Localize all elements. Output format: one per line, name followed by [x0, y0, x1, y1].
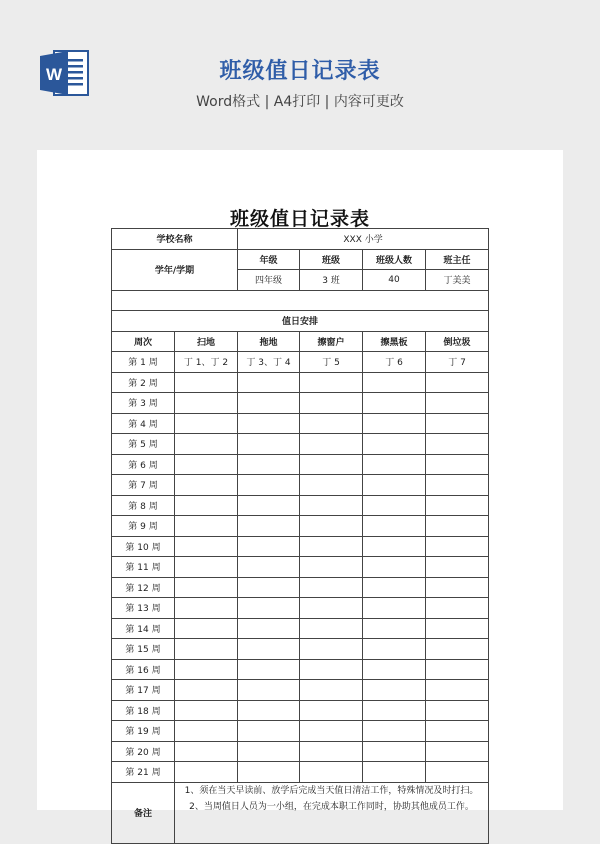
table-row — [112, 577, 489, 598]
duty-cell — [175, 598, 238, 619]
duty-cell — [175, 516, 238, 537]
column-header-trash: 倒垃圾 — [426, 331, 489, 352]
duty-cell — [238, 557, 300, 578]
duty-cell — [238, 372, 300, 393]
duty-cell — [175, 393, 238, 414]
week-cell: 第 8 周 — [112, 495, 175, 516]
duty-cell — [426, 598, 489, 619]
duty-cell — [426, 434, 489, 455]
duty-cell — [363, 516, 426, 537]
duty-cell — [426, 536, 489, 557]
duty-cell — [175, 372, 238, 393]
duty-cell — [238, 639, 300, 660]
notes-row — [112, 782, 489, 843]
page-title: 班级值日记录表 — [219, 59, 381, 84]
duty-cell — [238, 598, 300, 619]
document-title: 班级值日记录表 — [229, 208, 370, 230]
duty-cell — [363, 639, 426, 660]
head-teacher-value: 丁美美 — [426, 270, 489, 291]
duty-cell — [363, 700, 426, 721]
table-row — [112, 413, 489, 434]
class-size-label: 班级人数 — [363, 249, 426, 270]
duty-cell — [300, 536, 363, 557]
duty-cell — [426, 577, 489, 598]
schedule-title: 值日安排 — [112, 311, 489, 332]
duty-cell — [426, 393, 489, 414]
duty-table — [111, 228, 489, 844]
duty-cell — [426, 762, 489, 783]
week-cell: 第 11 周 — [112, 557, 175, 578]
duty-cell — [363, 741, 426, 762]
duty-cell — [175, 413, 238, 434]
duty-cell — [175, 454, 238, 475]
duty-cell — [300, 659, 363, 680]
note-line: 2、当周值日人员为一小组，在完成本职工作同时，协助其他成员工作。 — [189, 801, 474, 812]
duty-cell — [300, 372, 363, 393]
class-label: 班级 — [300, 249, 363, 270]
duty-cell — [175, 741, 238, 762]
duty-cell — [175, 475, 238, 496]
week-cell: 第 21 周 — [112, 762, 175, 783]
table-row — [112, 393, 489, 414]
week-cell: 第 18 周 — [112, 700, 175, 721]
duty-cell — [300, 454, 363, 475]
duty-cell — [363, 536, 426, 557]
week-cell: 第 9 周 — [112, 516, 175, 537]
duty-cell — [175, 721, 238, 742]
table-row — [112, 372, 489, 393]
table-row — [112, 639, 489, 660]
duty-cell — [175, 577, 238, 598]
duty-cell — [363, 393, 426, 414]
duty-cell — [426, 741, 489, 762]
notes-text — [175, 782, 489, 843]
duty-cell — [363, 434, 426, 455]
week-cell: 第 19 周 — [112, 721, 175, 742]
duty-cell — [363, 659, 426, 680]
duty-cell — [426, 721, 489, 742]
svg-text:W: W — [45, 65, 63, 84]
duty-cell — [238, 536, 300, 557]
duty-cell — [363, 598, 426, 619]
duty-cell — [426, 700, 489, 721]
duty-cell — [238, 413, 300, 434]
duty-cell — [175, 434, 238, 455]
duty-cell — [238, 516, 300, 537]
table-row — [112, 352, 489, 373]
duty-cell — [300, 721, 363, 742]
table-row — [112, 721, 489, 742]
duty-cell — [300, 618, 363, 639]
duty-cell — [300, 741, 363, 762]
week-cell: 第 6 周 — [112, 454, 175, 475]
week-cell: 第 10 周 — [112, 536, 175, 557]
week-cell: 第 3 周 — [112, 393, 175, 414]
week-cell: 第 16 周 — [112, 659, 175, 680]
duty-cell — [426, 372, 489, 393]
duty-cell — [363, 618, 426, 639]
week-cell: 第 7 周 — [112, 475, 175, 496]
head-teacher-label: 班主任 — [426, 249, 489, 270]
school-name-label: 学校名称 — [112, 229, 238, 250]
duty-cell — [300, 393, 363, 414]
duty-cell — [300, 680, 363, 701]
duty-cell — [238, 454, 300, 475]
duty-cell: 丁 1、丁 2 — [175, 352, 238, 373]
duty-cell — [426, 475, 489, 496]
duty-cell: 丁 7 — [426, 352, 489, 373]
table-row — [112, 516, 489, 537]
document-page — [37, 150, 563, 819]
duty-cell — [238, 495, 300, 516]
column-header-blackboard: 擦黑板 — [363, 331, 426, 352]
week-cell: 第 20 周 — [112, 741, 175, 762]
duty-cell — [300, 577, 363, 598]
week-cell: 第 17 周 — [112, 680, 175, 701]
duty-cell — [175, 700, 238, 721]
duty-cell — [175, 618, 238, 639]
duty-cell — [426, 413, 489, 434]
duty-cell — [300, 700, 363, 721]
table-row — [112, 762, 489, 783]
duty-cell — [238, 393, 300, 414]
duty-cell — [300, 598, 363, 619]
duty-cell — [426, 495, 489, 516]
school-name-value: XXX 小学 — [238, 229, 489, 250]
duty-cell — [238, 618, 300, 639]
duty-cell — [426, 516, 489, 537]
table-row — [112, 454, 489, 475]
duty-cell: 丁 6 — [363, 352, 426, 373]
duty-cell — [238, 762, 300, 783]
duty-cell — [238, 700, 300, 721]
week-cell: 第 14 周 — [112, 618, 175, 639]
duty-cell — [300, 495, 363, 516]
table-row — [112, 434, 489, 455]
table-row — [112, 659, 489, 680]
duty-cell — [300, 516, 363, 537]
column-header-week: 周次 — [112, 331, 175, 352]
week-cell: 第 1 周 — [112, 352, 175, 373]
duty-cell: 丁 3、丁 4 — [238, 352, 300, 373]
duty-cell — [363, 721, 426, 742]
duty-cell — [175, 762, 238, 783]
week-cell: 第 2 周 — [112, 372, 175, 393]
duty-cell — [238, 475, 300, 496]
duty-cell — [175, 639, 238, 660]
table-row — [112, 495, 489, 516]
table-row — [112, 598, 489, 619]
duty-cell — [363, 475, 426, 496]
week-cell: 第 4 周 — [112, 413, 175, 434]
column-header-mop: 拖地 — [238, 331, 300, 352]
duty-cell — [363, 577, 426, 598]
page-subtitle: Word格式 | A4打印 | 内容可更改 — [196, 94, 404, 110]
class-size-value: 40 — [363, 270, 426, 291]
duty-cell — [363, 762, 426, 783]
duty-cell — [363, 372, 426, 393]
duty-cell — [238, 577, 300, 598]
table-row — [112, 680, 489, 701]
table-row — [112, 618, 489, 639]
table-row — [112, 557, 489, 578]
duty-cell — [363, 557, 426, 578]
table-row — [112, 741, 489, 762]
duty-cell — [238, 680, 300, 701]
duty-cell — [175, 536, 238, 557]
duty-cell — [426, 557, 489, 578]
table-row — [112, 700, 489, 721]
duty-cell — [238, 721, 300, 742]
grade-value: 四年级 — [238, 270, 300, 291]
table-row — [112, 475, 489, 496]
duty-cell — [300, 557, 363, 578]
duty-cell — [300, 413, 363, 434]
duty-cell — [175, 557, 238, 578]
column-header-windows: 擦窗户 — [300, 331, 363, 352]
duty-cell — [175, 680, 238, 701]
duty-cell — [300, 434, 363, 455]
table-divider — [112, 290, 489, 311]
table-row — [112, 536, 489, 557]
duty-cell — [300, 639, 363, 660]
week-cell: 第 13 周 — [112, 598, 175, 619]
duty-cell — [175, 495, 238, 516]
duty-cell — [238, 741, 300, 762]
duty-cell — [426, 454, 489, 475]
duty-cell — [426, 618, 489, 639]
duty-cell — [363, 454, 426, 475]
duty-cell — [426, 639, 489, 660]
notes-label: 备注 — [112, 782, 175, 843]
week-cell: 第 12 周 — [112, 577, 175, 598]
duty-cell — [363, 680, 426, 701]
grade-label: 年级 — [238, 249, 300, 270]
duty-cell: 丁 5 — [300, 352, 363, 373]
duty-cell — [238, 434, 300, 455]
duty-cell — [426, 680, 489, 701]
duty-cell — [238, 659, 300, 680]
class-value: 3 班 — [300, 270, 363, 291]
duty-cell — [300, 762, 363, 783]
note-line: 1、须在当天早读前、放学后完成当天值日清洁工作，特殊情况及时打扫。 — [184, 785, 479, 796]
week-cell: 第 5 周 — [112, 434, 175, 455]
school-year-label: 学年/学期 — [112, 249, 238, 290]
duty-cell — [175, 659, 238, 680]
column-header-sweep: 扫地 — [175, 331, 238, 352]
duty-cell — [426, 659, 489, 680]
duty-cell — [300, 475, 363, 496]
duty-cell — [363, 413, 426, 434]
week-cell: 第 15 周 — [112, 639, 175, 660]
duty-cell — [363, 495, 426, 516]
